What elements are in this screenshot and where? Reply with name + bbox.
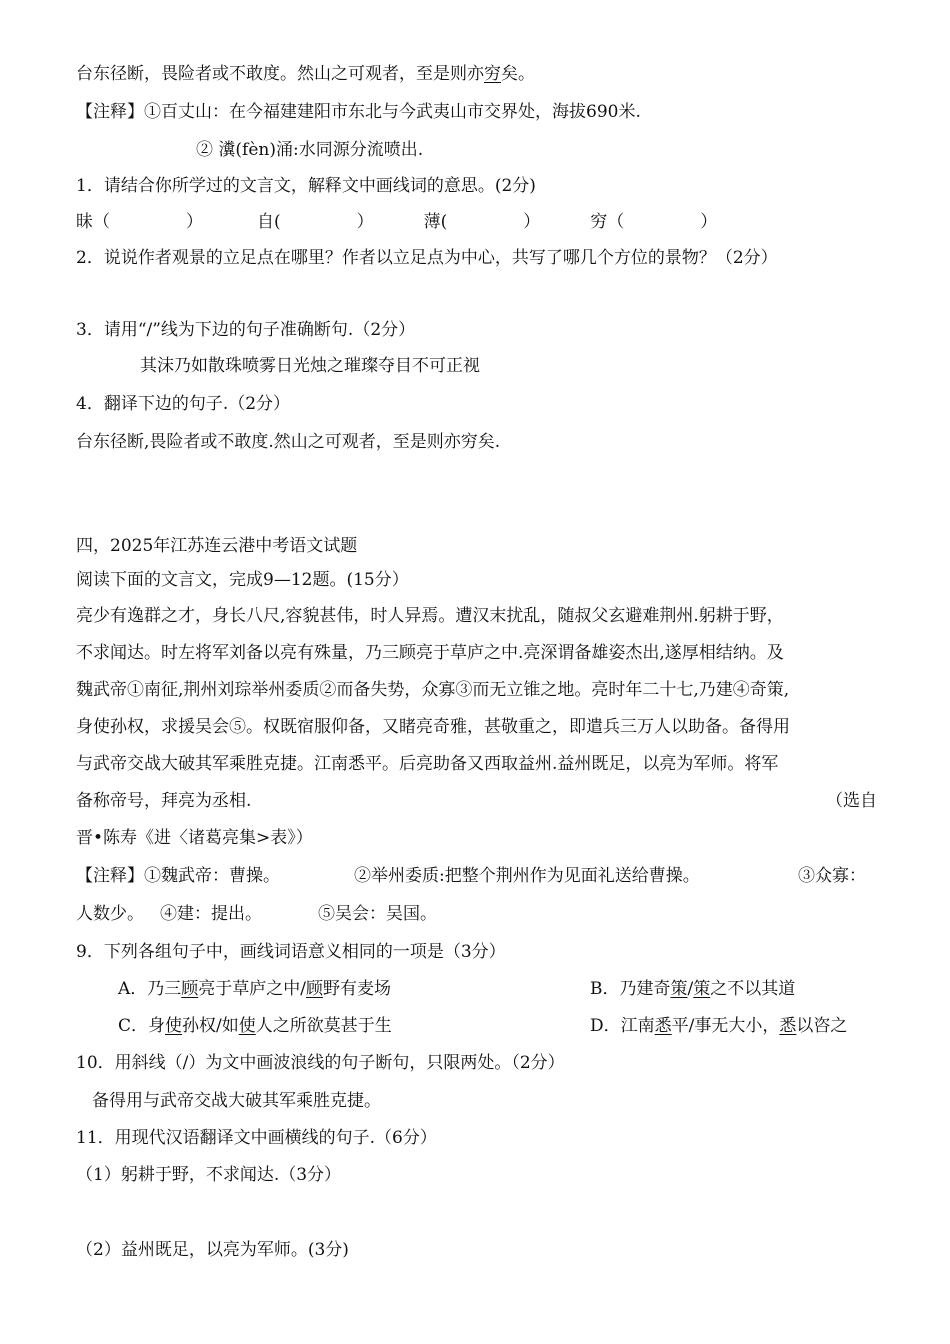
- annotation-line: ⑤吴会：吴国。: [318, 904, 437, 924]
- q10-sentence: 备得用与武帝交战大破其军乘胜克捷。: [92, 1091, 381, 1111]
- source-citation: 晋•陈寿《进〈诸葛亮集>表》）: [76, 828, 313, 848]
- option-d: D．江南悉平/事无大小，悉以咨之: [590, 1016, 848, 1036]
- source-citation: （选自: [826, 791, 877, 811]
- question-10: 10．用斜线（/）为文中画波浪线的句子断句，只限两处。（2分）: [76, 1053, 565, 1073]
- option-c: C．身使孙权/如使人之所欲莫甚于生: [118, 1016, 392, 1036]
- passage-line: 与武帝交战大破其军乘胜克捷。江南悉平。后亮助备又西取益州.益州既足，以亮为军师。将军: [76, 754, 779, 774]
- underlined-word: 使: [165, 1016, 183, 1036]
- question-2: 2．说说作者观景的立足点在哪里？作者以立足点为中心，共写了哪几个方位的景物？（2分）: [76, 248, 778, 268]
- passage-line: 魏武帝①南征,荆州刘琮举州委质②而备失势，众寡③而无立锥之地。亮时年二十七,乃建④奇策,: [76, 680, 790, 700]
- underlined-word: 策: [670, 979, 688, 999]
- passage-line: 不求闻达。时左将军刘备以亮有殊量，乃三顾亮于草庐之中.亮深谓备雄姿杰出,遂厚相结纳。及: [76, 643, 784, 663]
- annotation-line: ② 瀵(fèn)涌:水同源分流喷出.: [196, 140, 424, 160]
- passage-line: 备称帝号，拜亮为丞相.: [76, 791, 252, 811]
- annotation-line: ②举州委质:把整个荆州作为见面礼送给曹操。: [354, 866, 700, 886]
- question-9: 9．下列各组句子中，画线词语意义相同的一项是（3分）: [76, 942, 506, 962]
- text-line: 台东径断，畏险者或不敢度。然山之可观者，至是则亦穷矣。: [76, 64, 535, 84]
- question-11-1: （1）躬耕于野，不求闻达.（3分）: [76, 1165, 342, 1185]
- option-a: A．乃三顾亮于草庐之中/顾野有麦场: [118, 979, 392, 999]
- question-11: 11．用现代汉语翻译文中画横线的句子.（6分）: [76, 1128, 437, 1148]
- underlined-word: 顾: [306, 979, 324, 999]
- section-intro: 阅读下面的文言文，完成9—12题。(15分）: [76, 570, 409, 590]
- question-1: 1．请结合你所学过的文言文，解释文中画线词的意思。(2分): [76, 176, 536, 196]
- q3-sentence: 其沫乃如散珠喷雾日光烛之璀璨夺目不可正视: [140, 356, 480, 376]
- underlined-word: 悉: [779, 1016, 797, 1036]
- annotation-line: ④建：提出。: [160, 904, 262, 924]
- option-b: B．乃建奇策/策之不以其道: [590, 979, 796, 999]
- question-4: 4．翻译下边的句子.（2分）: [76, 394, 291, 414]
- annotation-line: 【注释】①百丈山：在今福建建阳市东北与今武夷山市交界处，海拔690米.: [76, 102, 641, 122]
- annotation-line: ③众寡：: [798, 866, 866, 886]
- underlined-word: 顾: [181, 979, 199, 999]
- q4-sentence: 台东径断,畏险者或不敢度.然山之可观者，至是则亦穷矣.: [76, 432, 501, 452]
- annotation-line: 【注释】①魏武帝：曹操。: [76, 866, 280, 886]
- passage-line: 身使孙权，求援吴会⑤。权既宿服仰备，又睹亮奇雅，甚敬重之，即遣兵三万人以助备。备得用: [76, 717, 790, 737]
- underlined-word: 策: [693, 979, 711, 999]
- annotation-line: 人数少。: [76, 904, 144, 924]
- passage-line: 亮少有逸群之才，身长八尺,容貌甚伟，时人异焉。遭汉末扰乱，随叔父玄避难荆州.躬耕于野，: [76, 606, 784, 626]
- underlined-word: 使: [238, 1016, 256, 1036]
- q1-blanks: 昧（ ） 自( ） 薄( ） 穷（ ）: [76, 212, 718, 232]
- underlined-word: 穷: [484, 64, 501, 84]
- section-heading: 四，2025年江苏连云港中考语文试题: [76, 536, 358, 556]
- question-11-2: （2）益州既足，以亮为军师。(3分): [76, 1240, 349, 1260]
- question-3: 3．请用“/”线为下边的句子准确断句.（2分）: [76, 320, 416, 340]
- underlined-word: 悉: [654, 1016, 672, 1036]
